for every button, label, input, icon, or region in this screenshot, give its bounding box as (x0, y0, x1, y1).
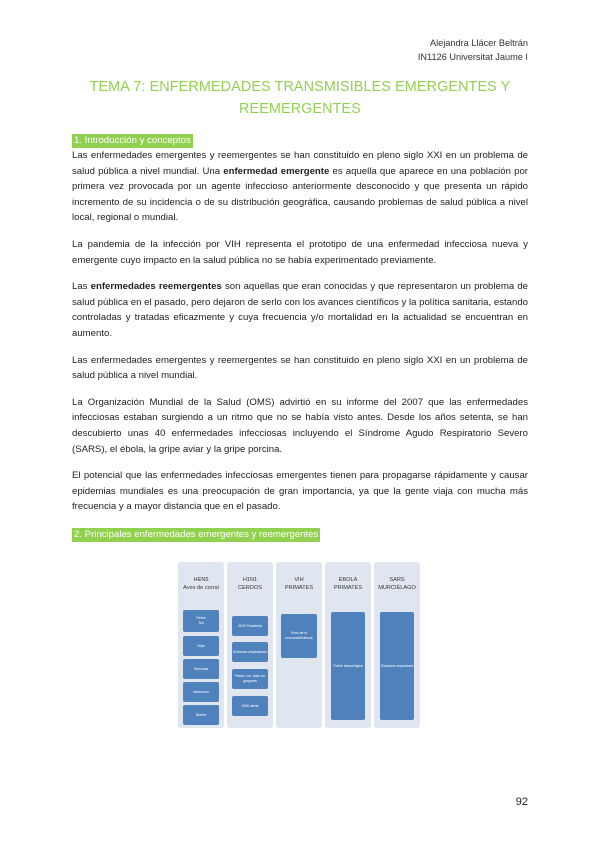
box-text: Síntomas (193, 666, 209, 671)
column-heading (325, 576, 371, 592)
diagram-column-h5n1 (178, 562, 224, 728)
page-header (418, 36, 528, 64)
diagram-column-ebola (325, 562, 371, 728)
paragraph-hiv: La pandemia de la infección por VIH representa el prototipo de una enfermedad infecciosa nueva y emergente cuyo impacto en la salud pública no se había experimentado previamente. (72, 238, 528, 266)
paragraph-potential: El potencial que las enfermedades infecciosas emergentes tienen para propagarse rápidamente y causar epidemias mundiales es una preocupación de gran importancia, ya que la gente viaja con mucha más frecuencia y a mayor distancia que en el pasado. (72, 470, 528, 513)
chapter-title-line2: REEMERGENTES (239, 101, 361, 117)
box-text: OMS alerta (241, 703, 259, 708)
section-heading-intro: 1. Introducción y conceptos (74, 135, 191, 146)
column-heading (227, 576, 273, 592)
column-title: H1N1 (242, 577, 258, 583)
diagram-box (183, 705, 219, 725)
section-heading-main-diseases: 2. Principales enfermedades emergentes y reemergentes (74, 529, 319, 540)
column-subtitle: PRIMATES (284, 585, 314, 591)
box-text: Virus de la inmunodeficiencia (285, 631, 313, 640)
diagram-box (331, 612, 365, 720)
column-heading (178, 576, 224, 592)
column-subtitle: MURCIÉLAGO (378, 585, 416, 591)
text: es aquella que aparece en una población por primera vez provocada por un agente infeccioso anteriormente desconocido y que presenta un rápido incremento de su incidencia o de su distribución geográfica, causando problemas de salud pública a nivel local, regional o mundial. (72, 165, 528, 224)
box-text: 2009 Pandemia (238, 623, 262, 628)
author-name: Alejandra Llácer Beltrán (429, 38, 528, 48)
box-text: Neumonía (193, 689, 209, 694)
column-subtitle: PRIMATES (333, 585, 363, 591)
diagram-box (232, 616, 268, 636)
paragraph-reemergent-definition (72, 279, 528, 341)
diagram-box (232, 642, 268, 662)
column-title: EBOLA (338, 577, 358, 583)
disease-diagram (178, 562, 420, 728)
box-text: Muerte (195, 712, 207, 717)
bold-term: enfermedad emergente (223, 165, 330, 177)
diagram-box (183, 682, 219, 702)
column-heading (276, 576, 322, 592)
column-title: SARS (389, 577, 405, 583)
diagram-box (183, 610, 219, 632)
intro-body (72, 148, 528, 526)
diagram-box (232, 669, 268, 689)
bold-term: enfermedades reemergentes (90, 281, 222, 293)
box-text: Gripe (196, 643, 206, 648)
box-text: Fiebre, tos, dolor de garganta (234, 674, 266, 683)
diagram-column-h1n1 (227, 562, 273, 728)
chapter-title (72, 76, 528, 120)
diagram-box (380, 612, 414, 720)
column-title: HEN5 (193, 577, 209, 583)
paragraph-oms: La Organización Mundial de la Salud (OMS) advirtió en su informe del 2007 que las enfermedades infecciosas estaban surgiendo a un ritmo que no se había visto antes. Desde los años setenta, se han descubierto unas 40 enfermedades infecciosas incluyendo el Síndrome Agudo Respiratorio Severo (SARS), el ébola, la gripe aviar y la gripe porcina. (72, 396, 528, 455)
course-label: IN1126 Universitat Jaume I (417, 52, 528, 62)
text: Las enfermedades emergentes y reemergentes se han constituido en pleno siglo XXI en un problema de salud pública a nivel mundial. Una (72, 150, 528, 177)
page-number: 92 (515, 796, 528, 808)
box-text: Síndrome respiratorio (380, 663, 414, 668)
paragraph-public-health: Las enfermedades emergentes y reemergentes se han constituido en pleno siglo XXI en un problema de salud pública a nivel mundial. (72, 354, 528, 382)
column-subtitle: Aves de corral (183, 585, 219, 591)
column-title: VIH (294, 577, 304, 583)
text: son aquellas que eran conocidas y que representaron un problema de salud pública en el pasado, pero dejaron de serlo con los avances científicos y la política sanitaria, estando controladas y tratadas eficazmente y cuya frecuencia y/o mortalidad en la actualidad se encuentran en aumento. (72, 281, 528, 339)
text: Las (72, 281, 91, 293)
diagram-box (183, 659, 219, 679)
diagram-box (281, 614, 317, 658)
diagram-box (183, 636, 219, 656)
diagram-column-vih (276, 562, 322, 728)
box-text: Fiebre hemorrágica (333, 663, 363, 668)
column-heading (374, 576, 420, 592)
diagram-box (232, 696, 268, 716)
box-text: Tos (198, 621, 204, 625)
chapter-title-line1: TEMA 7: ENFERMEDADES TRANSMISIBLES EMERGENTES Y (89, 79, 511, 95)
box-text: Síntomas respiratorios (233, 649, 267, 654)
column-subtitle: CERDOS (238, 585, 262, 591)
paragraph-emergent-definition (72, 148, 528, 226)
box-text: Fiebre (196, 616, 206, 620)
diagram-column-sars (374, 562, 420, 728)
